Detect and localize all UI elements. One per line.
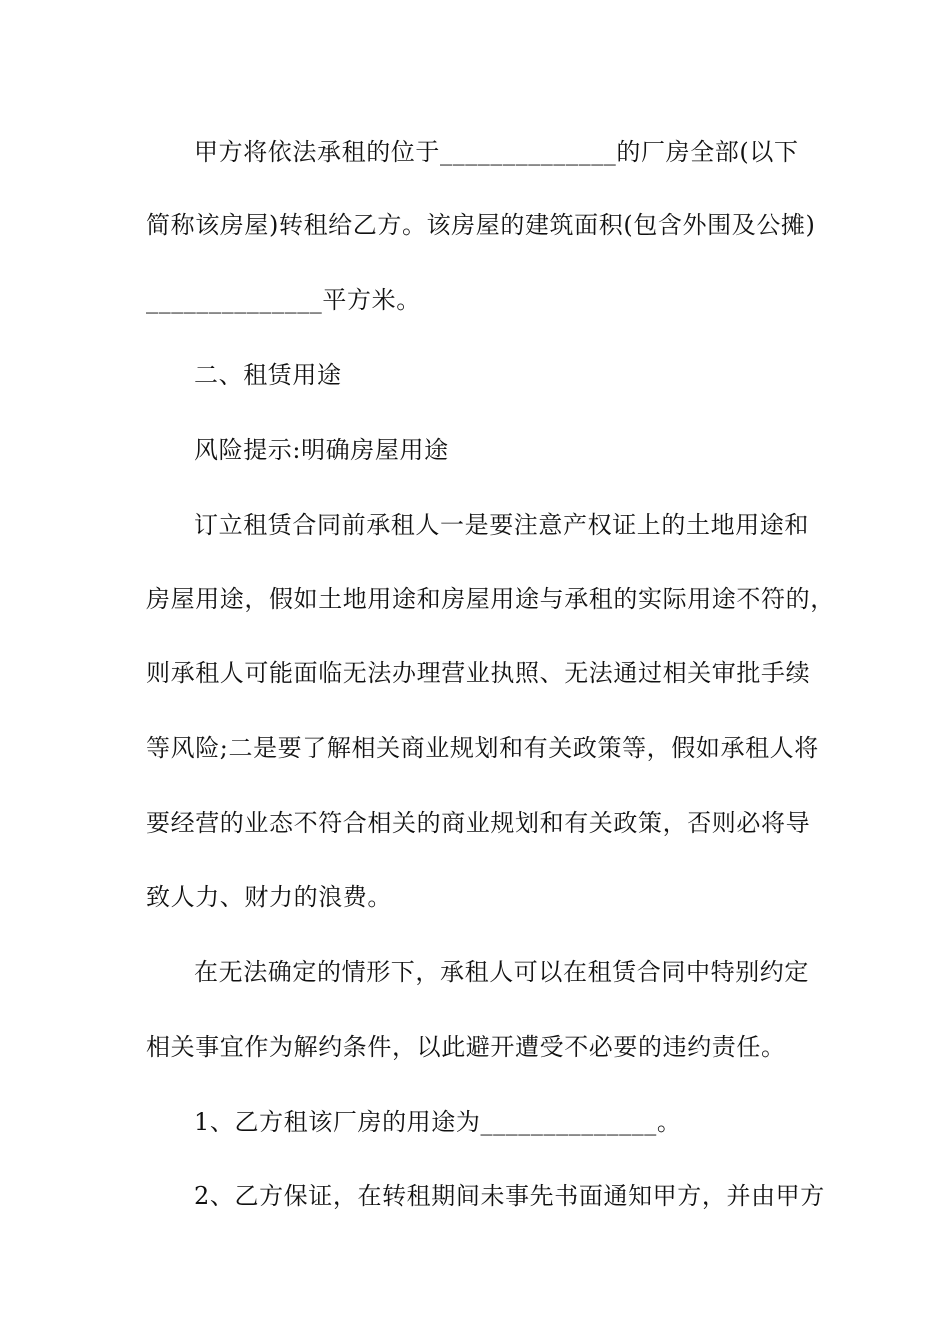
paragraph-line: 等风险;二是要了解相关商业规划和有关政策等，假如承租人将: [146, 734, 819, 762]
paragraph-line: 致人力、财力的浪费。: [146, 883, 392, 911]
paragraph-line: 房屋用途，假如土地用途和房屋用途与承租的实际用途不符的，: [146, 585, 835, 613]
paragraph-line: 则承租人可能面临无法办理营业执照、无法通过相关审批手续: [146, 659, 811, 687]
clause-line: 2、乙方保证，在转租期间未事先书面通知甲方，并由甲方: [194, 1182, 825, 1210]
paragraph-line: 要经营的业态不符合相关的商业规划和有关政策，否则必将导: [146, 809, 811, 837]
section-heading: 二、租赁用途: [194, 361, 342, 389]
paragraph-line: 简称该房屋)转租给乙方。该房屋的建筑面积(包含外围及公摊): [146, 211, 816, 239]
paragraph-line: 甲方将依法承租的位于______________的厂房全部(以下: [194, 138, 799, 166]
paragraph-line: ______________平方米。: [146, 286, 421, 314]
paragraph-line: 相关事宜作为解约条件，以此避开遭受不必要的违约责任。: [146, 1033, 786, 1061]
paragraph-line: 在无法确定的情形下，承租人可以在租赁合同中特别约定: [194, 958, 809, 986]
clause-line: 1、乙方租该厂房的用途为______________。: [194, 1108, 682, 1136]
risk-tip-heading: 风险提示:明确房屋用途: [194, 436, 449, 464]
paragraph-line: 订立租赁合同前承租人一是要注意产权证上的土地用途和: [194, 511, 809, 539]
